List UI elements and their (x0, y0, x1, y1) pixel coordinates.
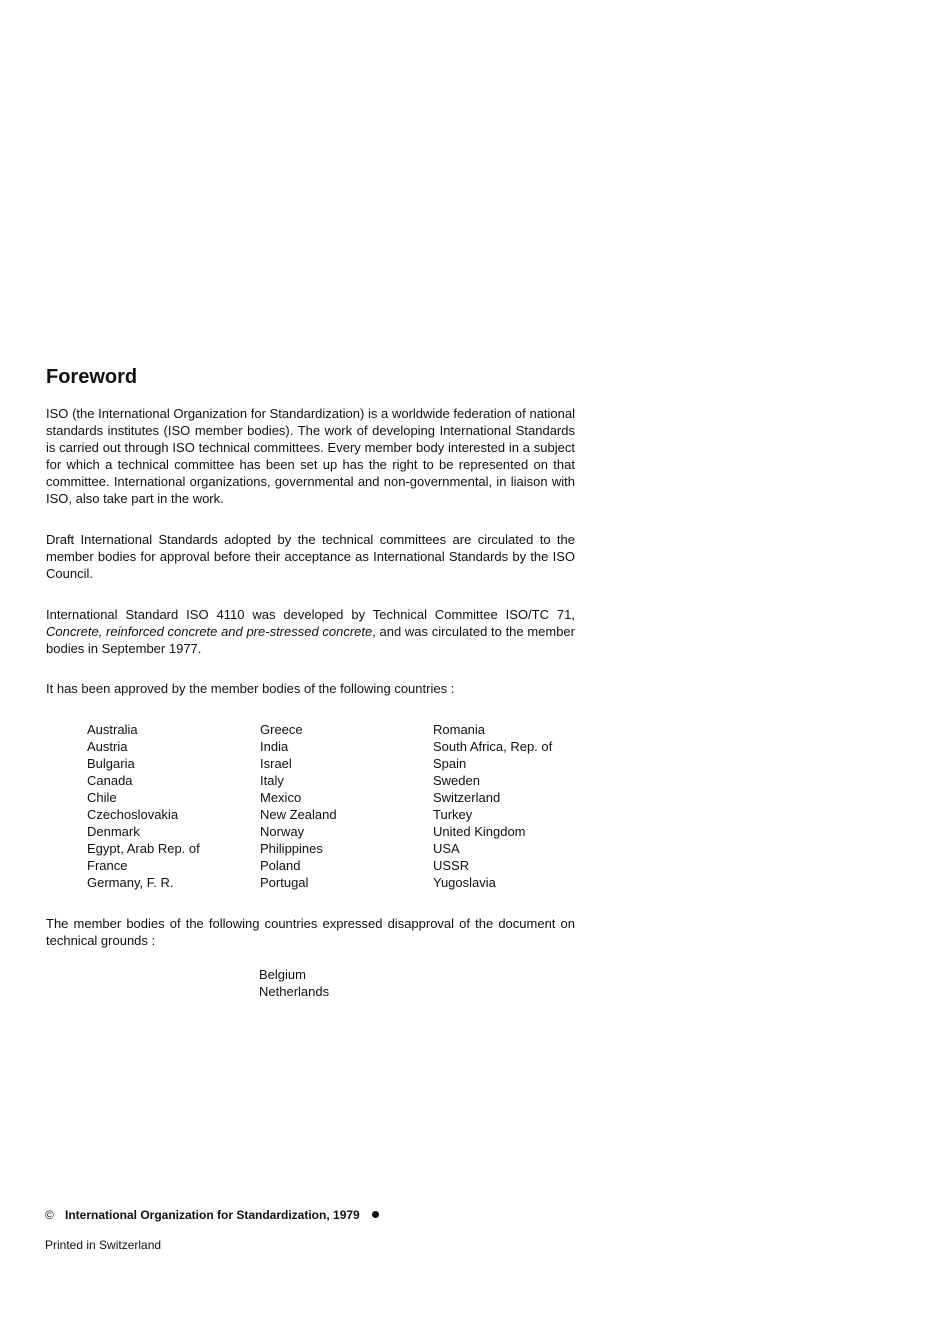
approving-countries-column-2 (260, 721, 337, 891)
country-name: Spain (433, 756, 467, 771)
foreword-paragraph-2: Draft International Standards adopted by the technical committees are circulated to the member bodies for approval before their acceptance as International Standards by the ISO Council. (46, 532, 575, 581)
country-name: USSR (433, 858, 470, 873)
copyright-symbol: © (45, 1208, 54, 1222)
country-name: Poland (260, 858, 301, 873)
foreword-paragraph-3 (46, 606, 575, 657)
copyright-text: International Organization for Standardization, 1979 (65, 1208, 360, 1222)
copyright-line (45, 1207, 379, 1223)
country-name: India (260, 739, 289, 754)
country-name: Belgium (259, 967, 306, 982)
country-name: Romania (433, 722, 486, 737)
country-name: Mexico (260, 790, 302, 805)
country-name: Denmark (87, 824, 140, 839)
country-name: New Zealand (260, 807, 337, 822)
country-name: Netherlands (259, 984, 330, 999)
approving-countries-column-1 (87, 721, 200, 891)
country-name: United Kingdom (433, 824, 526, 839)
country-name: Canada (87, 773, 133, 788)
approval-intro: It has been approved by the member bodies of the following countries : (46, 681, 455, 696)
country-name: Egypt, Arab Rep. of (87, 841, 200, 856)
country-name: Turkey (433, 807, 473, 822)
printed-location: Printed in Switzerland (45, 1238, 162, 1252)
approving-countries-list (87, 721, 587, 893)
disapproving-countries-list (259, 966, 329, 1000)
bullet-icon (372, 1211, 379, 1218)
foreword-paragraph-1: ISO (the International Organization for Standardization) is a worldwide federation of national standards institutes (ISO member bodies). The work of developing International Standards is carried out through ISO technical committees. Every member body interested in a subject for which a technical committee has been set up has the right to be represented on that committee. International organizations, governmental and non-governmental, in liaison with ISO, also take part in the work. (46, 406, 575, 506)
disapproval-intro: The member bodies of the following countries expressed disapproval of the document on technical grounds : (46, 916, 575, 948)
approving-countries-column-3 (433, 721, 552, 891)
country-name: Czechoslovakia (87, 807, 179, 822)
country-name: Italy (260, 773, 284, 788)
country-name: Bulgaria (87, 756, 135, 771)
country-name: France (87, 858, 128, 873)
committee-title: Concrete, reinforced concrete and pre-stressed concrete (46, 624, 373, 639)
country-name: Chile (87, 790, 117, 805)
country-name: Austria (87, 739, 128, 754)
foreword-title: Foreword (46, 366, 138, 388)
country-name: Philippines (260, 841, 323, 856)
country-name: Greece (260, 722, 303, 737)
country-name: USA (433, 841, 460, 856)
country-name: Switzerland (433, 790, 501, 805)
country-name: Australia (87, 722, 138, 737)
paragraph-3-lead: International Standard ISO 4110 was developed by Technical Committee ISO/TC 71, (46, 607, 575, 622)
country-name: Portugal (260, 875, 309, 890)
country-name: Germany, F. R. (87, 875, 174, 890)
country-name: Norway (260, 824, 305, 839)
country-name: Israel (260, 756, 292, 771)
country-name: Sweden (433, 773, 480, 788)
country-name: South Africa, Rep. of (433, 739, 553, 754)
paragraph-3-tail: , and was circulated to the member bodies in September 1977. (46, 624, 575, 656)
country-name: Yugoslavia (433, 875, 496, 890)
